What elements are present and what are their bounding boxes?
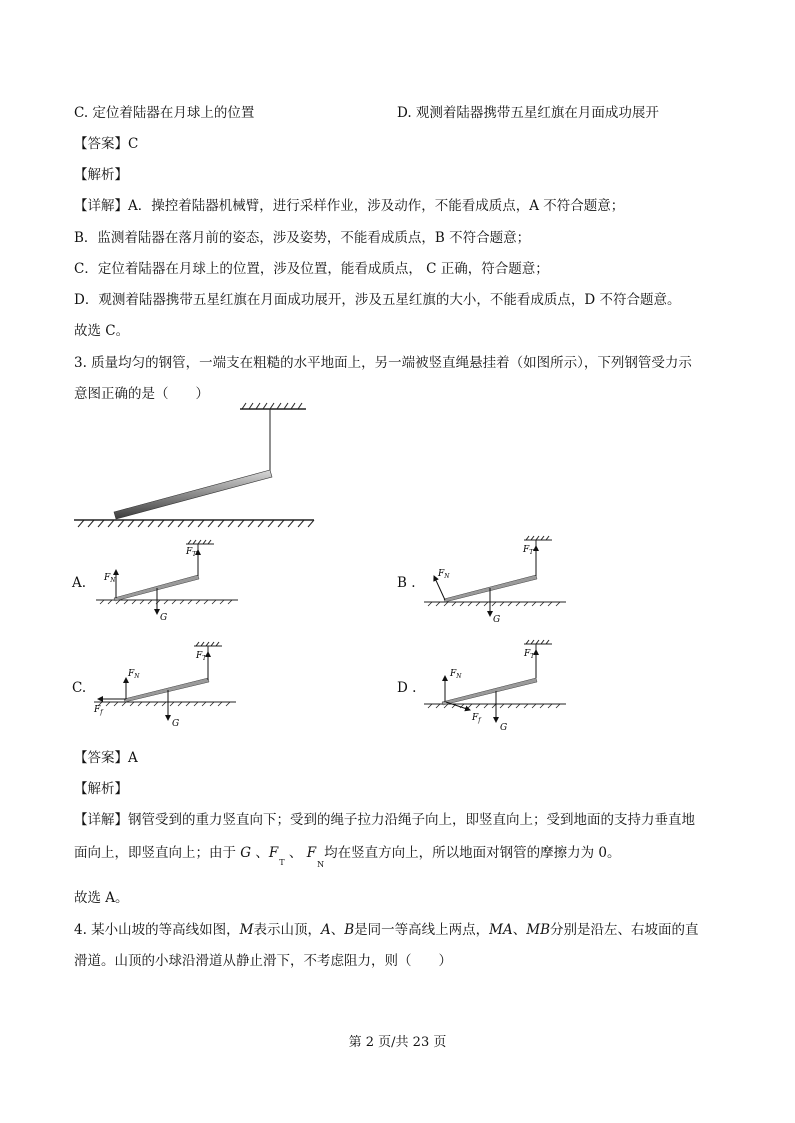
svg-text:FN: $F_N$ [438,569,450,580]
svg-text:FT: $F_T$ [186,547,197,558]
q2-detail-d: D．观测着陆器携带五星红旗在月面成功展开，涉及五星红旗的大小，不能看成质点，D 不符合题意。 [74,292,681,308]
q2-detail-a: 【详解】A．操控着陆器机械臂，进行采样作业，涉及动作，不能看成质点，A 不符合题意； [74,198,625,214]
q3-detail-line2: 面向上，即竖直向上；由于 G 、$F_T$ 、 $F_N$均在竖直方向上，所以地面对钢管的摩擦力为 0。 [74,845,621,869]
q3-option-a-label: A. [72,575,87,591]
q3-stem-line1: 3. 质量均匀的钢管，一端支在粗糙的水平地面上，另一端被竖直绳悬挂着（如图所示），下列钢管受力示 [74,355,692,371]
svg-text:Ff: $F_f$ [472,713,481,724]
q3-option-c-diagram [90,638,240,730]
q2-analysis-heading: 【解析】 [74,167,128,183]
svg-text:FN: $F_N$ [128,669,140,680]
q3-detail-line1: 【详解】钢管受到的重力竖直向下；受到的绳子拉力沿绳子向上，即竖直向上；受到地面的支持力垂直地 [74,812,695,828]
svg-text:G: G [160,613,168,623]
q3-stem-line2: 意图正确的是（ ） [74,386,209,402]
q3-option-c-label: C. [72,680,87,696]
q3-option-b-label: B . [397,575,416,591]
q2-detail-c: C．定位着陆器在月球上的位置，涉及位置，能看成质点， C 正确，符合题意； [74,261,549,277]
svg-text:FT: $F_T$ [524,649,535,660]
q4-stem-line2: 滑道。山顶的小球沿滑道从静止滑下，不考虑阻力，则（ ） [74,953,452,969]
q2-choose: 故选 C。 [74,323,130,339]
page-footer: 第 2 页/共 23 页 [348,1035,447,1050]
svg-text:FT: $F_T$ [196,651,207,662]
q2-detail-b: B．监测着陆器在落月前的姿态，涉及姿势，不能看成质点，B 不符合题意； [74,230,531,246]
q4-stem-line1: 4. 某小山坡的等高线如图，M表示山顶，A、B是同一等高线上两点，MA、MB分别是沿左、右坡面的直 [74,922,699,938]
q2-option-c: C. 定位着陆器在月球上的位置 [74,105,255,121]
ft-symbol: F [268,845,279,861]
g-symbol: G [240,845,252,861]
svg-text:G: G [493,615,501,625]
q3-main-figure [70,400,320,530]
svg-text:G: G [500,723,508,732]
q2-answer: 【答案】C [74,136,139,152]
q3-option-d-label: D . [397,680,417,696]
q2-option-d: D. 观测着陆器携带五星红旗在月面成功展开 [397,105,659,121]
q3-option-a-diagram [92,536,242,626]
svg-text:FT: $F_T$ [523,545,534,556]
q3-answer: 【答案】A [74,750,138,766]
q3-option-d-diagram [420,636,570,732]
q3-analysis-heading: 【解析】 [74,781,128,797]
svg-text:G: G [172,719,180,729]
q3-option-b-diagram [420,532,570,627]
svg-text:Ff: $F_f$ [94,705,103,716]
q3-choose: 故选 A。 [74,890,129,906]
svg-text:FN: $F_N$ [450,669,462,680]
svg-text:FN: $F_N$ [104,573,116,584]
